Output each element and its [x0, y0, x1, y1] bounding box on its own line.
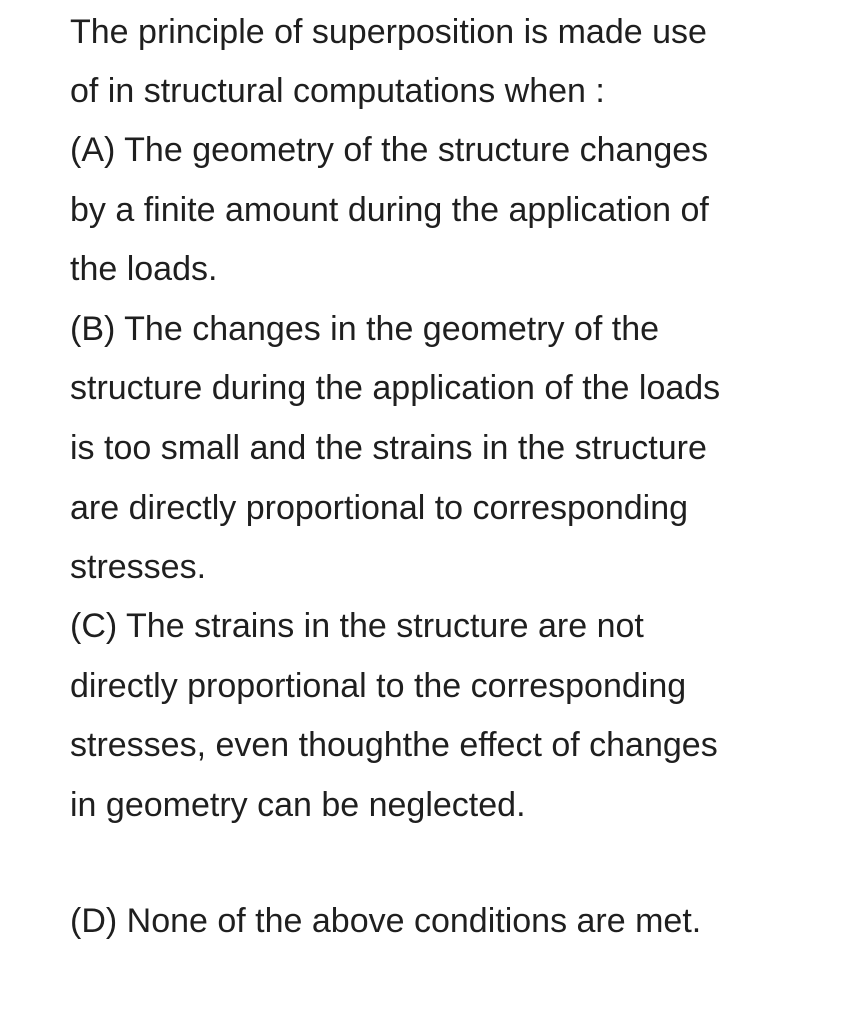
option-b-line: (B) The changes in the geometry of the	[70, 310, 660, 348]
option-c-line: in geometry can be neglected.	[70, 786, 526, 824]
option-c-line: (C) The strains in the structure are not	[70, 607, 644, 645]
option-b-line: are directly proportional to corresponding	[70, 489, 689, 527]
option-d-line: (D) None of the above conditions are met.	[70, 902, 702, 940]
option-c-line: directly proportional to the corresponding	[70, 667, 687, 705]
stem-line: The principle of superposition is made use	[70, 13, 707, 51]
stem-line: of in structural computations when :	[70, 72, 605, 110]
option-b-line: stresses.	[70, 548, 207, 586]
option-c-line: stresses, even thoughthe effect of changes	[70, 726, 718, 764]
option-b-line: structure during the application of the loads	[70, 369, 721, 407]
option-a-line: the loads.	[70, 250, 218, 288]
option-b-line: is too small and the strains in the structure	[70, 429, 707, 467]
option-a-line: by a finite amount during the application of	[70, 191, 709, 229]
option-a-line: (A) The geometry of the structure changes	[70, 131, 709, 169]
